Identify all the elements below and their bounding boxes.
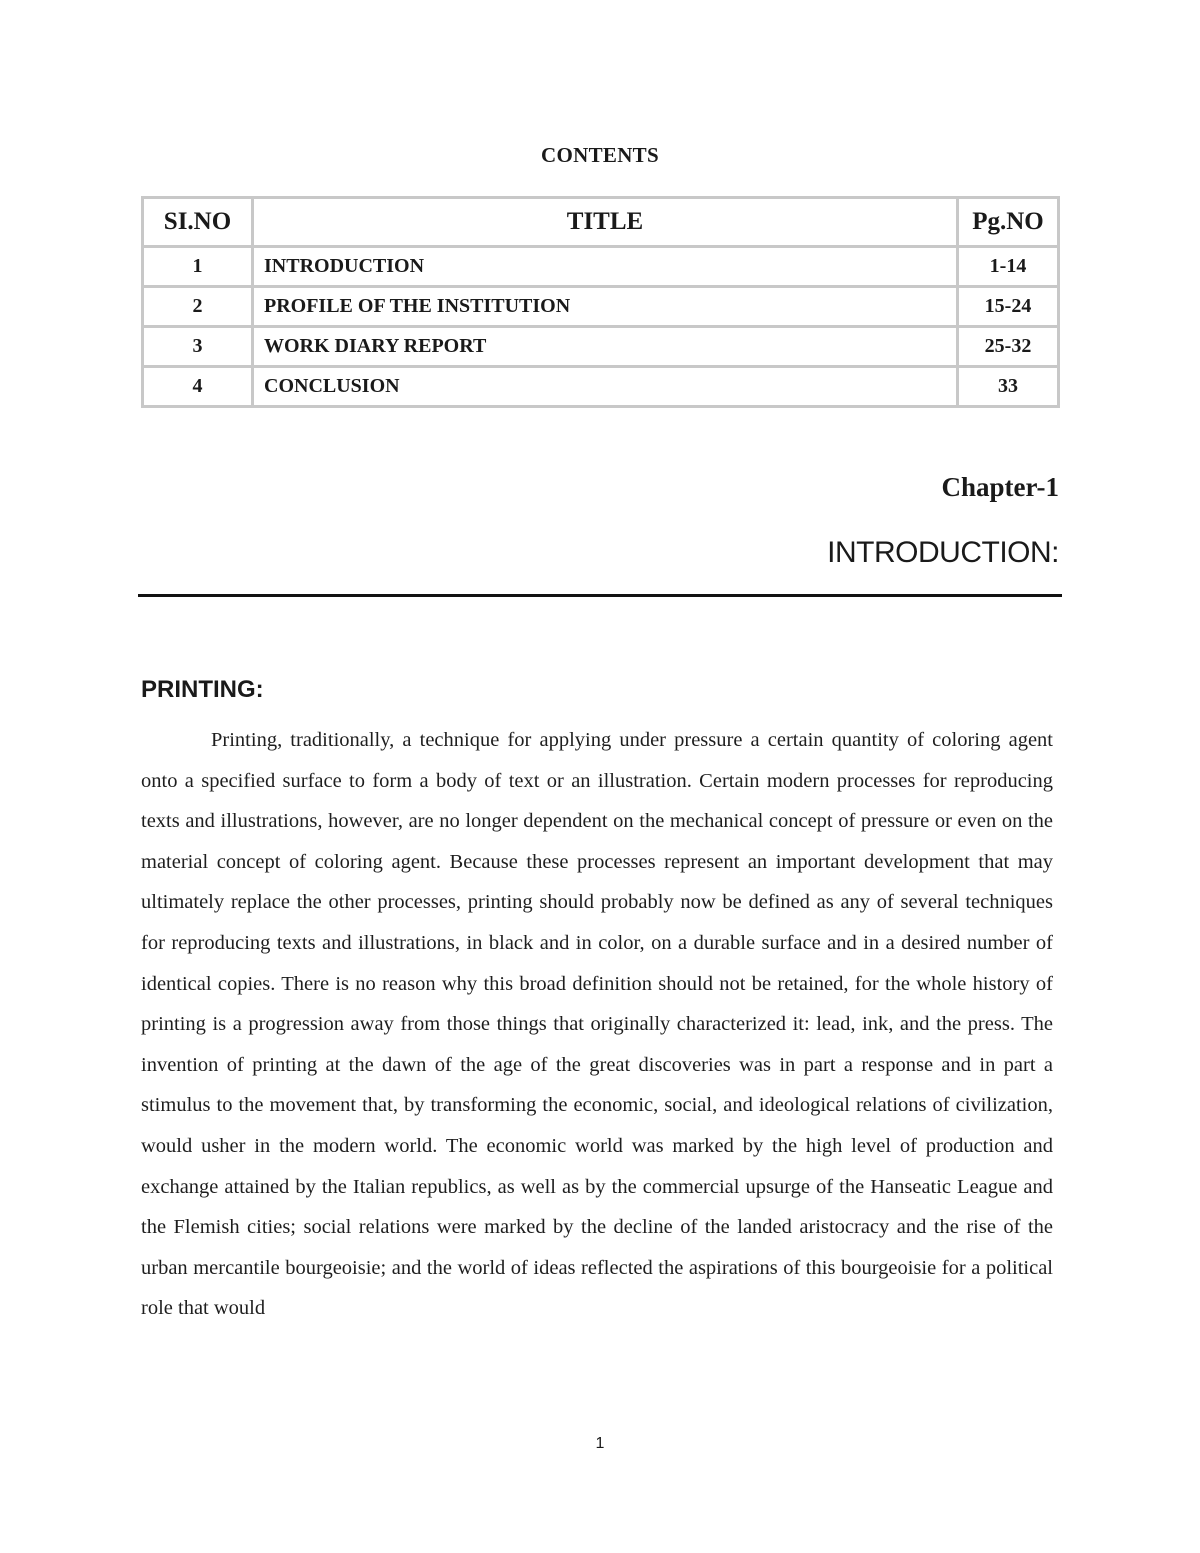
row-number: 2 <box>143 287 253 327</box>
section-heading: PRINTING: <box>141 676 264 703</box>
table-row <box>143 367 1059 407</box>
column-header-sl-no: SI.NO <box>143 198 253 247</box>
horizontal-rule <box>138 594 1062 597</box>
chapter-label: Chapter-1 <box>941 472 1059 502</box>
row-number: 1 <box>143 247 253 287</box>
table-row <box>143 247 1059 287</box>
row-pages: 1-14 <box>958 247 1059 287</box>
contents-table-header <box>143 198 1059 247</box>
row-title: INTRODUCTION <box>253 247 958 287</box>
row-number: 4 <box>143 367 253 407</box>
column-header-title: TITLE <box>253 198 958 247</box>
row-title: WORK DIARY REPORT <box>253 327 958 367</box>
contents-heading: CONTENTS <box>541 143 659 167</box>
row-pages: 33 <box>958 367 1059 407</box>
row-number: 3 <box>143 327 253 367</box>
row-pages: 25-32 <box>958 327 1059 367</box>
column-header-page-no: Pg.NO <box>958 198 1059 247</box>
row-pages: 15-24 <box>958 287 1059 327</box>
table-row <box>143 327 1059 367</box>
page-number: 1 <box>595 1435 605 1452</box>
table-row <box>143 287 1059 327</box>
row-title: CONCLUSION <box>253 367 958 407</box>
row-title: PROFILE OF THE INSTITUTION <box>253 287 958 327</box>
contents-table <box>141 196 1060 408</box>
chapter-title: INTRODUCTION: <box>827 536 1059 569</box>
body-paragraph: Printing, traditionally, a technique for applying under pressure a certain quantity of coloring agent onto a specified surface to form a body of text or an illustration. Certain modern processes for reproducing texts and illustrations, however, are no longer dependent on the mechanical concept of pressure or even on the material concept of coloring agent. Because these processes represent an important development that may ultimately replace the other processes, printing should probably now be defined as any of several techniques for reproducing texts and illustrations, in black and in color, on a durable surface and in a desired number of identical copies. There is no reason why this broad definition should not be retained, for the whole history of printing is a progression away from those things that originally characterized it: lead, ink, and the press. The invention of printing at the dawn of the age of the great discoveries was in part a response and in part a stimulus to the movement that, by transforming the economic, social, and ideological relations of civilization, would usher in the modern world. The economic world was marked by the high level of production and exchange attained by the Italian republics, as well as by the commercial upsurge of the Hanseatic League and the Flemish cities; social relations were marked by the decline of the landed aristocracy and the rise of the urban mercantile bourgeoisie; and the world of ideas reflected the aspirations of this bourgeoisie for a political role that would <box>141 729 1053 1320</box>
